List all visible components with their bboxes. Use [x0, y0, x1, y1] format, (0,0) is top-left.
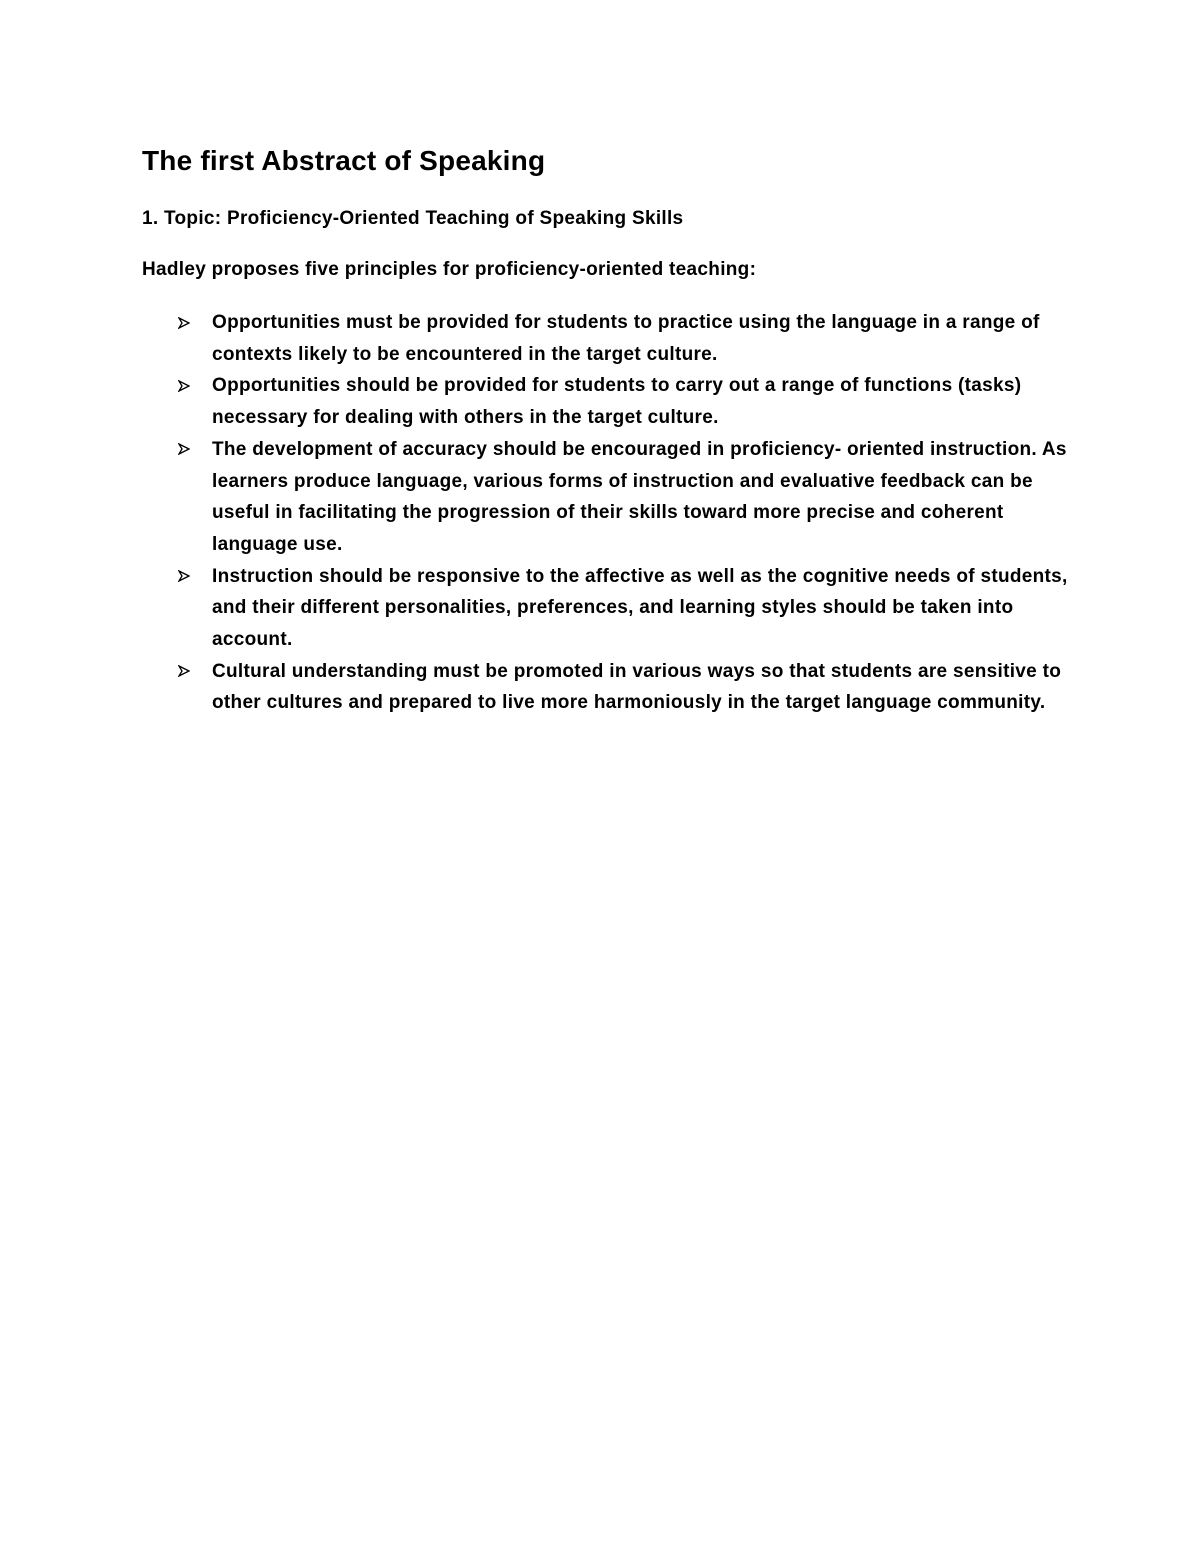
principle-text: Opportunities should be provided for students to carry out a range of functions (tasks) necessary for dealing with others in the target culture. — [212, 375, 1022, 429]
principle-item — [142, 434, 1072, 561]
principle-item — [142, 656, 1072, 719]
document-body — [142, 143, 1072, 719]
document-title: The first Abstract of Speaking — [142, 145, 546, 176]
principle-text: Instruction should be responsive to the affective as well as the cognitive needs of students, and their different personalities, preferences, and learning styles should be taken into account. — [212, 565, 1068, 651]
principles-list — [142, 307, 1072, 719]
principle-item — [142, 370, 1072, 433]
arrowhead-bullet-icon — [178, 370, 192, 401]
arrowhead-bullet-icon — [178, 561, 192, 592]
principle-text: Cultural understanding must be promoted in various ways so that students are sensitive to other cultures and prepared to live more harmoniously in the target language community. — [212, 660, 1062, 714]
intro-paragraph: Hadley proposes five principles for proficiency-oriented teaching: — [142, 259, 757, 280]
principle-item — [142, 561, 1072, 656]
principle-text: The development of accuracy should be encouraged in proficiency- oriented instruction. As learners produce language, various forms of instruction and evaluative feedback can be useful in facilitating the progression of their skills toward more precise and coherent language use. — [212, 438, 1067, 555]
arrowhead-bullet-icon — [178, 434, 192, 465]
principle-text: Opportunities must be provided for students to practice using the language in a range of contexts likely to be encountered in the target culture. — [212, 312, 1040, 365]
topic-heading: 1. Topic: Proficiency-Oriented Teaching of Speaking Skills — [142, 208, 684, 229]
principle-item — [142, 307, 1072, 370]
arrowhead-bullet-icon — [178, 307, 192, 338]
arrowhead-bullet-icon — [178, 656, 192, 687]
